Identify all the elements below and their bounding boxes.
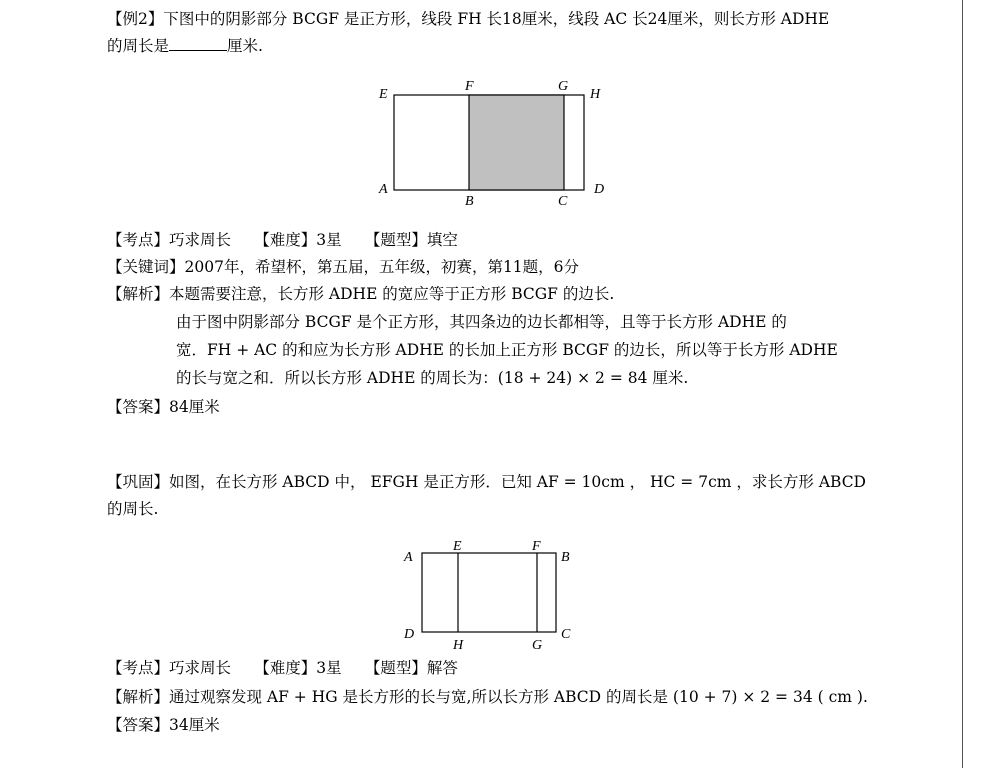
example2-line2-suffix: 厘米.	[227, 37, 263, 55]
page-right-border	[962, 0, 963, 768]
example2-figure	[370, 75, 620, 210]
label-d2: D	[404, 627, 415, 642]
label-h: H	[590, 87, 601, 102]
label-g2: G	[532, 638, 543, 653]
example2-keywords: 【关键词】2007年，希望杯，第五届，五年级，初赛，第11题，6分	[107, 258, 580, 276]
example2-analysis-line2: 由于图中阴影部分 BCGF 是个正方形，其四条边的边长都相等，且等于长方形 ADHE 的	[176, 313, 787, 331]
label-f: F	[465, 79, 474, 94]
example2-analysis-line3: 宽．FH + AC 的和应为长方形 ADHE 的长加上正方形 BCGF 的边长，所以等于长方形 ADHE	[176, 341, 838, 359]
example2-line2-prefix: 的周长是	[107, 37, 170, 55]
gonggu-answer: 【答案】34厘米	[107, 716, 220, 734]
label-g: G	[558, 79, 569, 94]
label-b2: B	[561, 550, 570, 565]
example2-analysis-line1: 【解析】本题需要注意，长方形 ADHE 的宽应等于正方形 BCGF 的边长.	[107, 285, 615, 303]
label-f2: F	[532, 539, 541, 554]
label-h2: H	[453, 638, 464, 653]
gonggu-analysis: 【解析】通过观察发现 AF + HG 是长方形的长与宽,所以长方形 ABCD 的周长是 (10 + 7) × 2 = 34 ( cm ).	[107, 688, 868, 706]
example2-question-line1: 【例2】下图中的阴影部分 BCGF 是正方形，线段 FH 长18厘米，线段 AC 长24厘米，则长方形 ADHE	[107, 10, 830, 28]
label-a2: A	[404, 550, 413, 565]
example2-kaodian: 【考点】巧求周长 【难度】3星 【题型】填空	[107, 231, 458, 249]
example2-question-line2	[107, 35, 263, 57]
label-c: C	[558, 194, 568, 209]
example2-analysis-line4: 的长与宽之和．所以长方形 ADHE 的周长为：(18 + 24) × 2 = 84 厘米.	[176, 369, 689, 387]
example2-answer: 【答案】84厘米	[107, 398, 220, 416]
gonggu-question-line1: 【巩固】如图，在长方形 ABCD 中， EFGH 是正方形．已知 AF = 10cm ， HC = 7cm ，求长方形 ABCD	[107, 473, 866, 491]
shaded-square-bcgf	[469, 95, 564, 190]
gonggu-question-line2: 的周长.	[107, 500, 159, 518]
gonggu-figure	[395, 535, 585, 655]
label-e: E	[379, 87, 388, 102]
rectangle-abcd	[422, 553, 556, 632]
label-e2: E	[453, 539, 462, 554]
label-a: A	[379, 182, 388, 197]
gonggu-kaodian: 【考点】巧求周长 【难度】3星 【题型】解答	[107, 659, 458, 677]
label-c2: C	[561, 627, 571, 642]
label-d: D	[594, 182, 605, 197]
answer-blank	[169, 36, 227, 51]
label-b: B	[465, 194, 474, 209]
